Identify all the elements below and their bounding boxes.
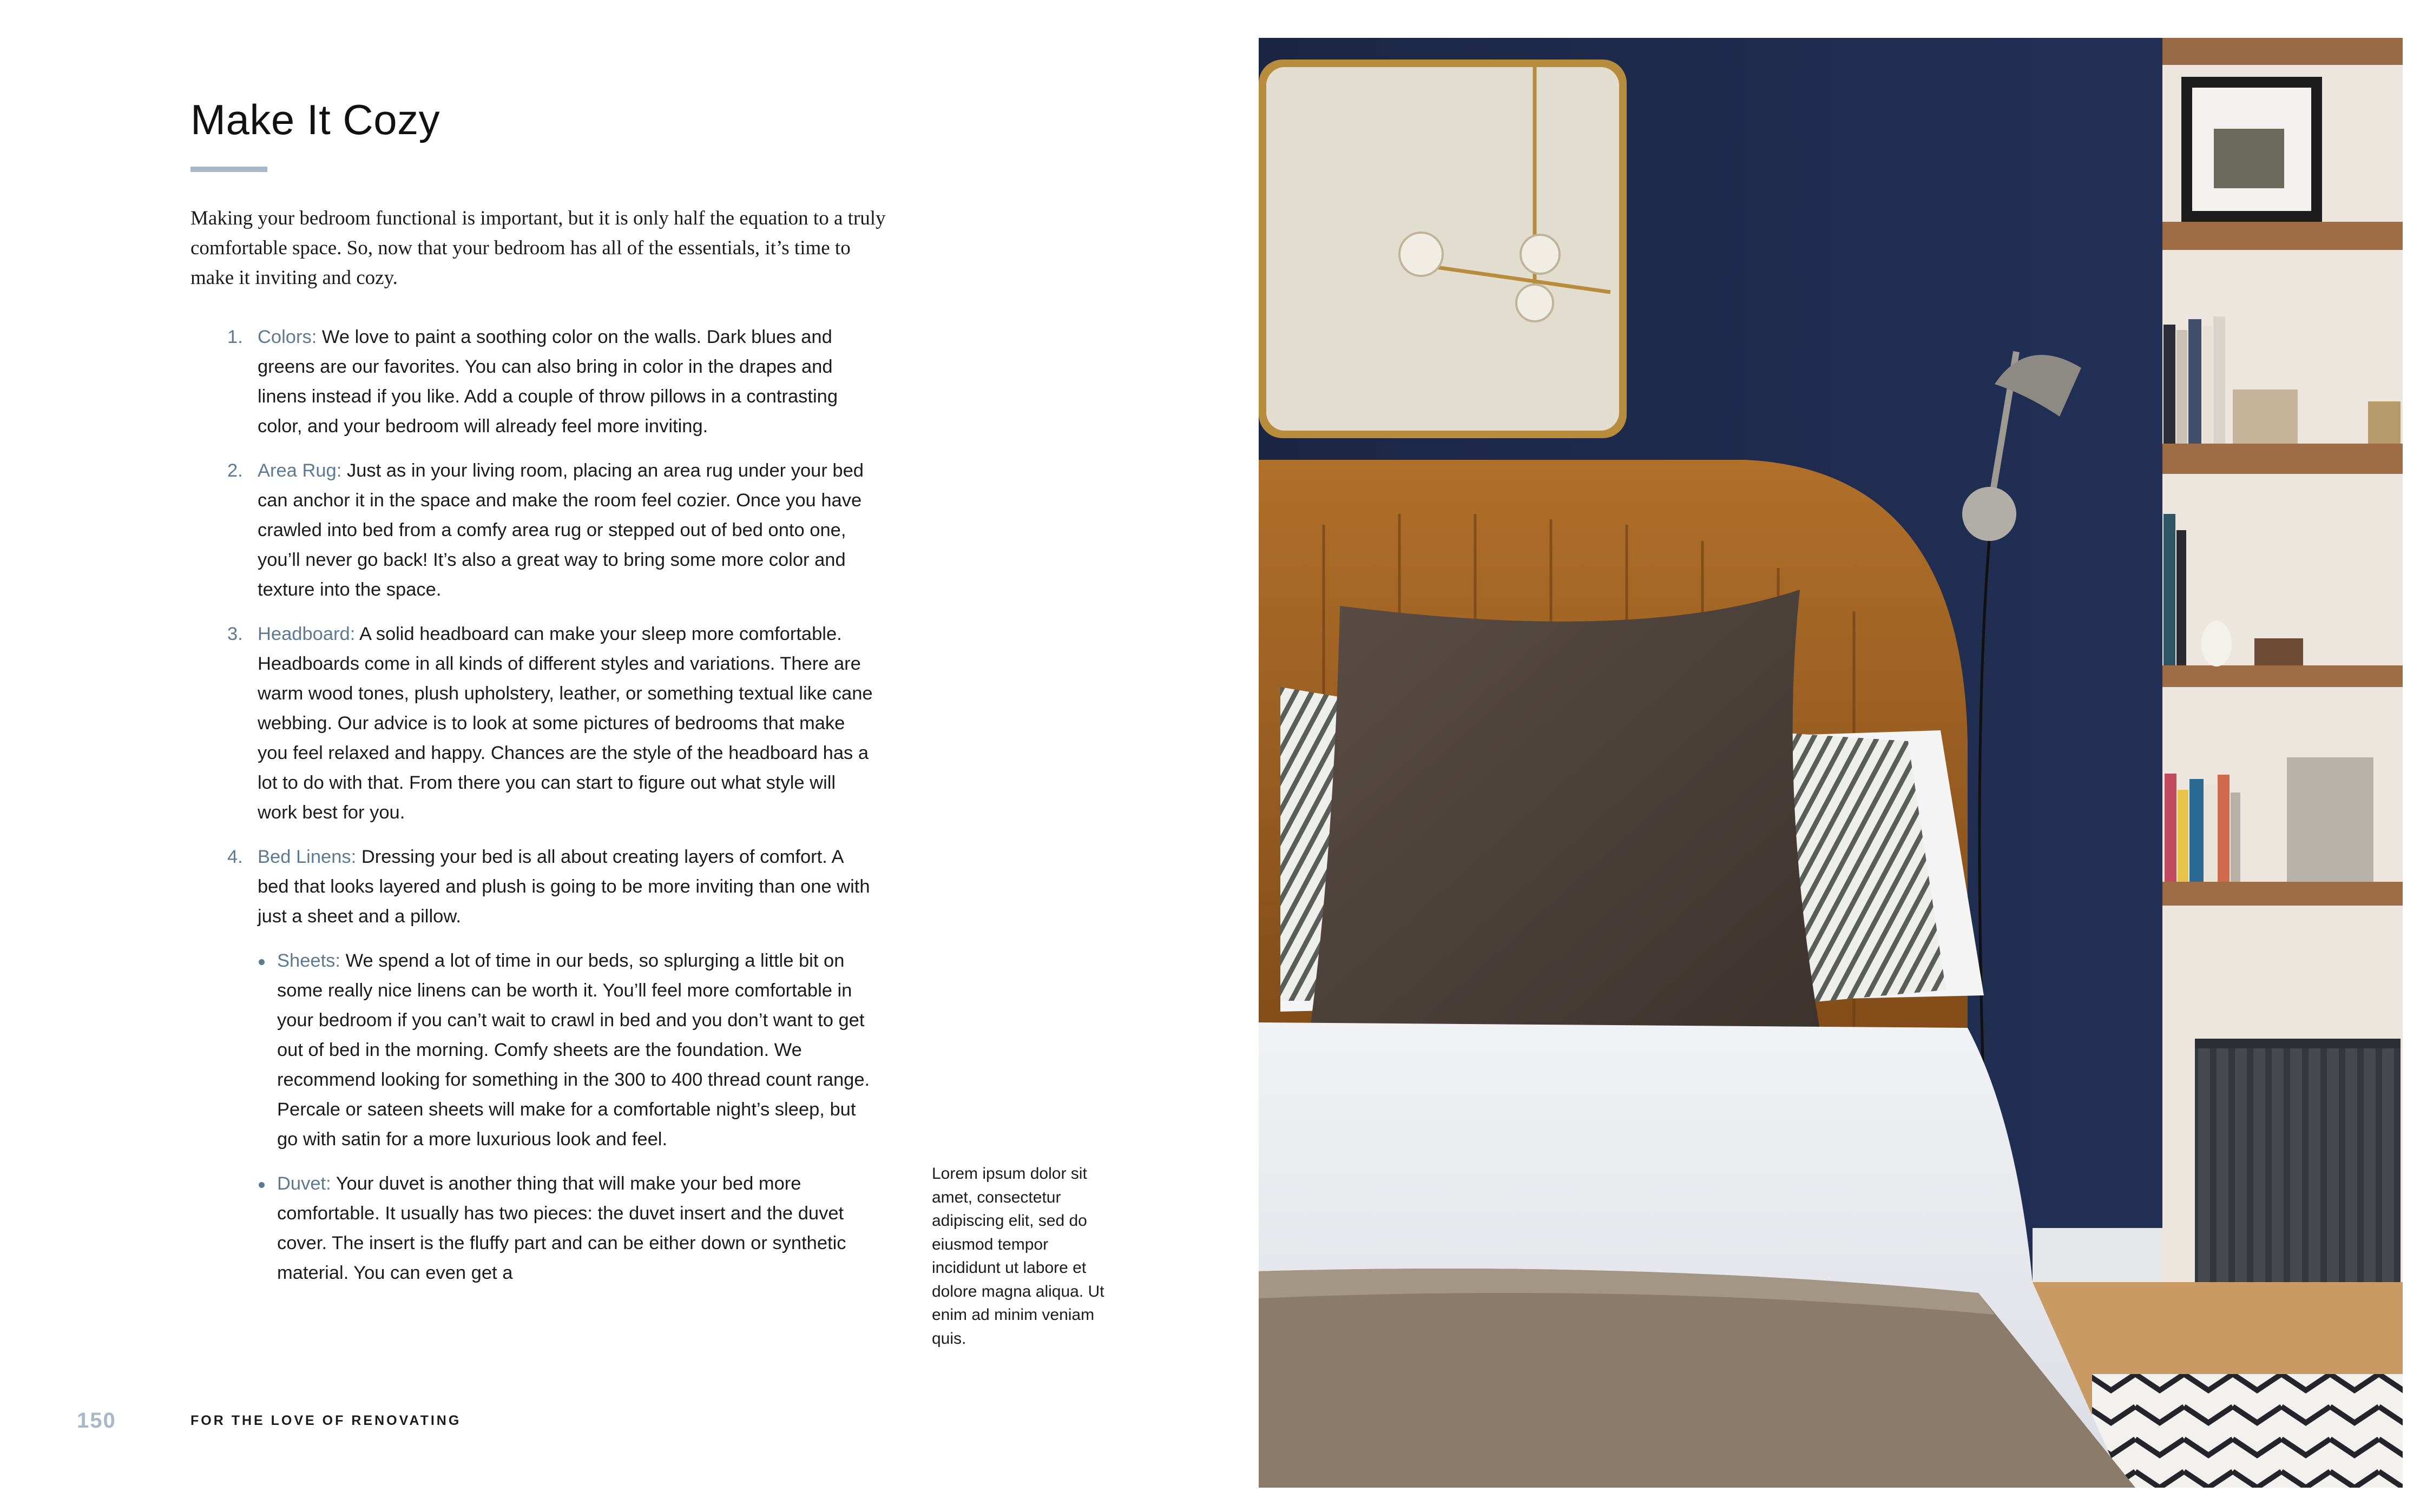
bullet-icon [259, 959, 265, 965]
list-text: Just as in your living room, placing an area rug under your bed can anchor it in the space and make the room feel cozier. Once you have crawled into bed from a comfy area rug or stepped out of bed onto one, you’ll never go back! It’s also a great way to bring some more color and texture into the space. [258, 460, 864, 600]
list-number: 1. [227, 327, 243, 347]
list-term: Bed Linens: [258, 847, 357, 867]
sub-list [258, 946, 877, 1288]
list-text: Dressing your bed is all about creating layers of comfort. A bed that looks layered and plush is going to be more inviting than one with just a sheet and a pillow. [258, 847, 870, 927]
list-term: Headboard: [258, 624, 356, 644]
intro-paragraph: Making your bedroom functional is important, but it is only half the equation to a truly comfortable space. So, now that your bedroom has all of the essentials, it’s time to make it inviting and cozy. [190, 207, 886, 289]
list-item [227, 322, 877, 441]
list-text: A solid headboard can make your sleep more comfortable. Headboards come in all kinds of different styles and variations. There are warm wood tones, plush upholstery, leather, or something textual like cane webbing. Our advice is to look at some pictures of bedrooms that make you feel relaxed and happy. Chances are the style of the headboard has a lot to do with that. From there you can start to figure out what style will work best for you. [258, 624, 873, 823]
bedroom-photo [1259, 38, 2403, 1488]
list-number: 2. [227, 460, 243, 481]
sub-list-item [258, 1169, 877, 1288]
sub-list-term: Duvet: [277, 1173, 331, 1194]
bullet-icon [259, 1182, 265, 1188]
list-term: Colors: [258, 327, 317, 347]
list-item [227, 842, 877, 1288]
page-number: 150 [77, 1409, 116, 1432]
list-number: 3. [227, 624, 243, 644]
sidenote: Lorem ipsum dolor sit amet, consectetur adipiscing elit, sed do eiusmod tempor incididunt ut labore et dolore magna aliqua. Ut enim ad minim veniam quis. [932, 1165, 1104, 1348]
list-text: We love to paint a soothing color on the walls. Dark blues and greens are our favorites. You can also bring in color in the drapes and linens instead if you like. Add a couple of throw pillows in a contrasting color, and your bedroom will already feel more inviting. [258, 327, 838, 437]
sub-list-text: Your duvet is another thing that will make your bed more comfortable. It usually has two pieces: the duvet insert and the duvet cover. The insert is the fluffy part and can be either down or synthetic material. You can even get a [277, 1173, 846, 1283]
sub-list-term: Sheets: [277, 950, 340, 971]
list-item [227, 619, 877, 828]
sub-list-text: We spend a lot of time in our beds, so splurging a little bit on some really nice linens can be worth it. You’ll feel more comfortable in your bedroom if you can’t wait to crawl in bed and you don’t want to get out of bed in the morning. Comfy sheets are the foundation. We recommend looking for something in the 300 to 400 thread count range. Percale or sateen sheets will make for a comfortable night’s sleep, but go with satin for a more luxurious look and feel. [277, 950, 870, 1150]
list-item [227, 456, 877, 605]
tips-list [227, 322, 877, 1303]
page-title: Make It Cozy [190, 96, 440, 143]
list-number: 4. [227, 847, 243, 867]
running-head: FOR THE LOVE OF RENOVATING [190, 1413, 462, 1428]
list-term: Area Rug: [258, 460, 342, 481]
sub-list-item [258, 946, 877, 1154]
title-rule [190, 167, 267, 172]
